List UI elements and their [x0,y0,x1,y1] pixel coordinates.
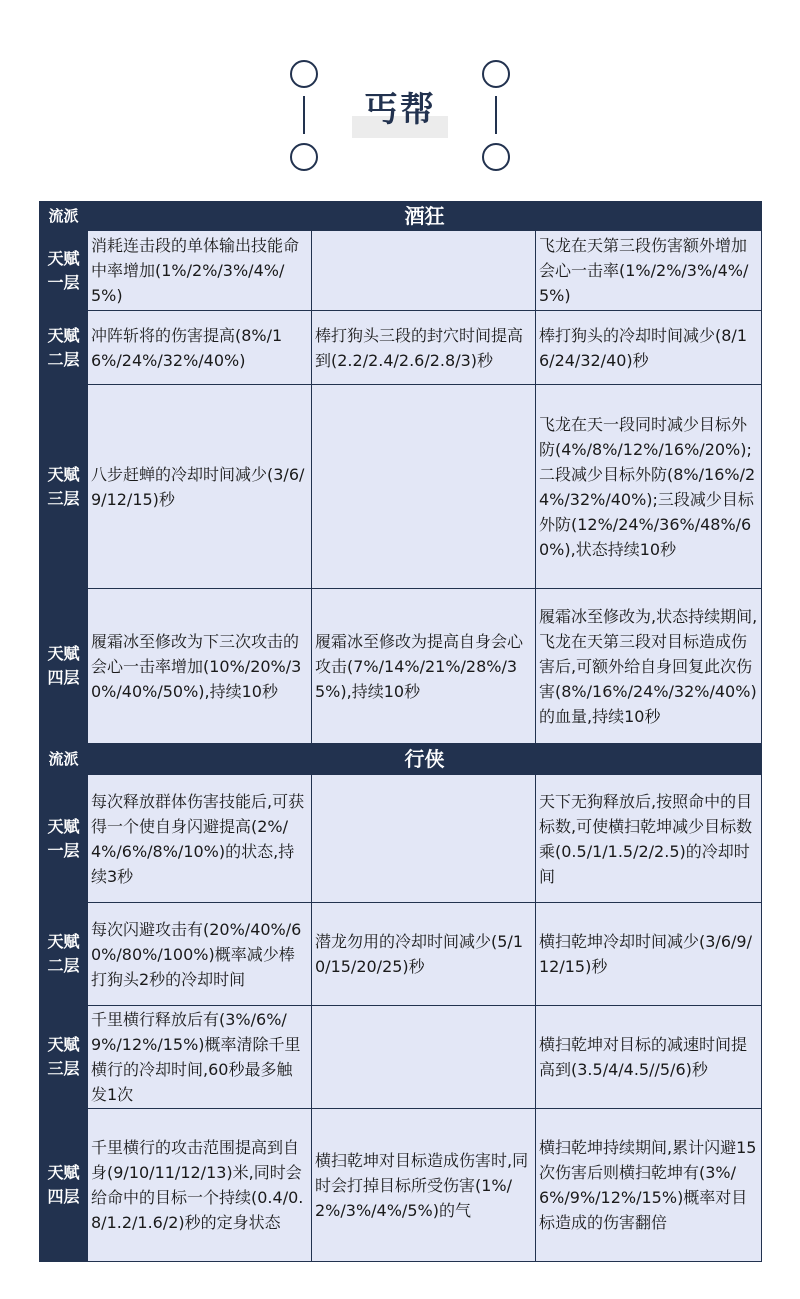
talent-cell: 飞龙在天第三段伤害额外增加会心一击率(1%/2%/3%/4%/5%) [536,231,762,311]
vertical-line-left [303,96,305,134]
table-row [40,903,762,1006]
circle-ornament-bottom-right-icon [482,143,510,171]
level-label: 天赋二层 [40,311,88,385]
talent-cell: 履霜冰至修改为下三次攻击的会心一击率增加(10%/20%/30%/40%/50%),持续10秒 [88,589,312,744]
section-title: 行侠 [88,744,762,775]
table-row [40,311,762,385]
page-title: 丐帮 [364,90,436,130]
talent-cell: 横扫乾坤对目标的减速时间提高到(3.5/4/4.5//5/6)秒 [536,1006,762,1109]
talent-cell: 消耗连击段的单体输出技能命中率增加(1%/2%/3%/4%/5%) [88,231,312,311]
header-decoration [0,0,800,200]
section-header-row [40,202,762,231]
talent-cell: 棒打狗头三段的封穴时间提高到(2.2/2.4/2.6/2.8/3)秒 [312,311,536,385]
talent-cell: 千里横行的攻击范围提高到自身(9/10/11/12/13)米,同时会给命中的目标一个持续(0.4/0.8/1.2/1.6/2)秒的定身状态 [88,1109,312,1262]
level-label: 天赋四层 [40,1109,88,1262]
talent-cell [312,1006,536,1109]
section-title: 酒狂 [88,202,762,231]
school-label: 流派 [40,744,88,775]
level-label: 天赋一层 [40,775,88,903]
talent-cell: 冲阵斩将的伤害提高(8%/16%/24%/32%/40%) [88,311,312,385]
table-row [40,775,762,903]
talent-cell: 八步赶蝉的冷却时间减少(3/6/9/12/15)秒 [88,385,312,589]
table-row [40,1109,762,1262]
talent-cell: 每次闪避攻击有(20%/40%/60%/80%/100%)概率减少棒打狗头2秒的冷却时间 [88,903,312,1006]
talent-cell [312,775,536,903]
table-row [40,589,762,744]
talent-cell: 天下无狗释放后,按照命中的目标数,可使横扫乾坤减少目标数乘(0.5/1/1.5/2/2.5)的冷却时间 [536,775,762,903]
circle-ornament-bottom-left-icon [290,143,318,171]
talent-cell: 履霜冰至修改为提高自身会心攻击(7%/14%/21%/28%/35%),持续10秒 [312,589,536,744]
circle-ornament-top-left-icon [290,60,318,88]
vertical-line-right [495,96,497,134]
talent-table [39,201,762,1262]
talent-cell: 潜龙勿用的冷却时间减少(5/10/15/20/25)秒 [312,903,536,1006]
table-row [40,1006,762,1109]
talent-cell: 横扫乾坤对目标造成伤害时,同时会打掉目标所受伤害(1%/2%/3%/4%/5%)的气 [312,1109,536,1262]
level-label: 天赋一层 [40,231,88,311]
level-label: 天赋三层 [40,385,88,589]
talent-cell [312,385,536,589]
section-header-row [40,744,762,775]
circle-ornament-top-right-icon [482,60,510,88]
level-label: 天赋四层 [40,589,88,744]
level-label: 天赋二层 [40,903,88,1006]
talent-cell: 千里横行释放后有(3%/6%/9%/12%/15%)概率清除千里横行的冷却时间,60秒最多触发1次 [88,1006,312,1109]
talent-cell: 履霜冰至修改为,状态持续期间,飞龙在天第三段对目标造成伤害后,可额外给自身回复此次伤害(8%/16%/24%/32%/40%)的血量,持续10秒 [536,589,762,744]
talent-cell: 横扫乾坤冷却时间减少(3/6/9/12/15)秒 [536,903,762,1006]
talent-cell [312,231,536,311]
talent-cell: 每次释放群体伤害技能后,可获得一个使自身闪避提高(2%/4%/6%/8%/10%)的状态,持续3秒 [88,775,312,903]
talent-cell: 棒打狗头的冷却时间减少(8/16/24/32/40)秒 [536,311,762,385]
talent-cell: 飞龙在天一段同时减少目标外防(4%/8%/12%/16%/20%);二段减少目标外防(8%/16%/24%/32%/40%);三段减少目标外防(12%/24%/36%/48%/60%),状态持续10秒 [536,385,762,589]
table-row [40,231,762,311]
title-block [352,86,448,138]
talent-cell: 横扫乾坤持续期间,累计闪避15次伤害后则横扫乾坤有(3%/6%/9%/12%/15%)概率对目标造成的伤害翻倍 [536,1109,762,1262]
school-label: 流派 [40,202,88,231]
level-label: 天赋三层 [40,1006,88,1109]
table-row [40,385,762,589]
